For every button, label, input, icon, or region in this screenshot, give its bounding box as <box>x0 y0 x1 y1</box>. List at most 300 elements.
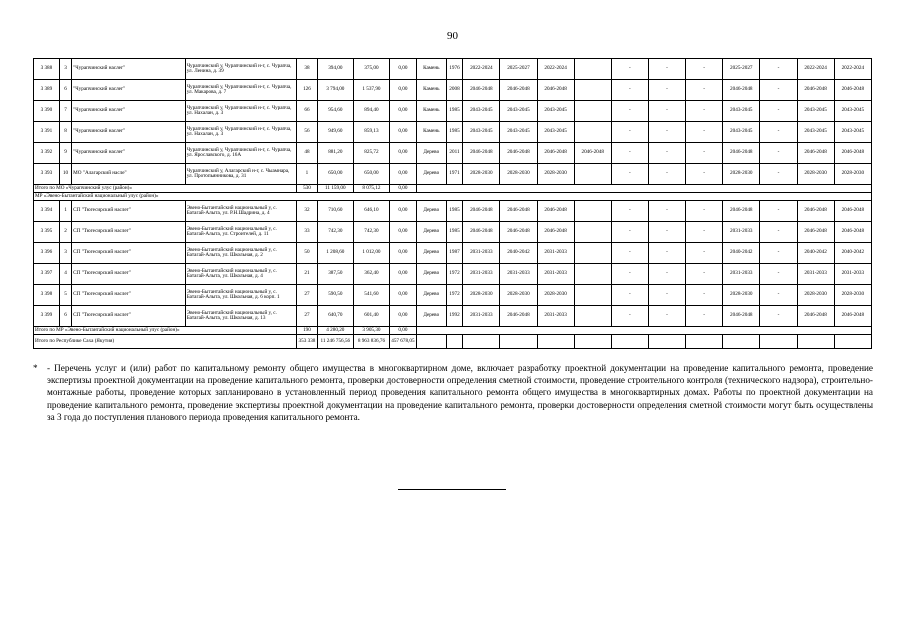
item-number-cell: 3 <box>59 59 71 80</box>
count-cell: 48 <box>297 143 318 164</box>
area-nonliving-cell: 0,00 <box>389 122 416 143</box>
period-c10-cell: 2022-2024 <box>797 59 834 80</box>
period-c2-cell: 2028-2030 <box>500 285 537 306</box>
period-c8-cell: 2043-2045 <box>723 101 760 122</box>
item-number-cell: 7 <box>59 101 71 122</box>
period-c1-cell: 2043-2045 <box>463 101 500 122</box>
area-living-cell: 646,10 <box>353 201 389 222</box>
period-c10-cell: 2043-2045 <box>797 122 834 143</box>
total-row <box>34 185 872 193</box>
area-total-cell: 949,60 <box>317 122 353 143</box>
year-built-cell: 1971 <box>446 164 463 185</box>
item-number-cell: 2 <box>59 222 71 243</box>
address-cell: Чурапчинский у, Чурапчинский н-г, с. Чурапча, ул. Ярославского, д. 16А <box>185 143 296 164</box>
period-c4-cell <box>574 306 611 327</box>
period-c9-cell: - <box>760 122 797 143</box>
period-c7-cell: - <box>686 243 723 264</box>
row-number-cell: 3 392 <box>34 143 60 164</box>
year-built-cell: 1985 <box>446 222 463 243</box>
empty-cell <box>686 335 723 349</box>
period-c4-cell <box>574 243 611 264</box>
period-c5-cell: - <box>611 222 648 243</box>
period-c2-cell: 2031-2033 <box>500 264 537 285</box>
period-c7-cell: - <box>686 285 723 306</box>
period-c3-cell: 2046-2048 <box>537 143 574 164</box>
period-c9-cell: - <box>760 243 797 264</box>
period-c1-cell: 2046-2048 <box>463 80 500 101</box>
table-row <box>34 243 872 264</box>
count-cell: 50 <box>297 243 318 264</box>
period-c8-cell: 2028-2030 <box>723 164 760 185</box>
area-nonliving-cell: 0,00 <box>389 143 416 164</box>
period-c11-cell: 2022-2024 <box>834 59 871 80</box>
period-c7-cell: - <box>686 264 723 285</box>
total-area-3: 457 678,05 <box>389 335 416 349</box>
total-label: Итого по Республике Саха (Якутия) <box>34 335 297 349</box>
area-nonliving-cell: 0,00 <box>389 101 416 122</box>
area-living-cell: 362,40 <box>353 264 389 285</box>
period-c11-cell: 2043-2045 <box>834 101 871 122</box>
period-c1-cell: 2043-2045 <box>463 122 500 143</box>
period-c8-cell: 2046-2048 <box>723 201 760 222</box>
period-c8-cell: 2040-2042 <box>723 243 760 264</box>
period-c2-cell: 2043-2045 <box>500 122 537 143</box>
area-total-cell: 954,60 <box>317 101 353 122</box>
page-number: 90 <box>447 30 458 42</box>
period-c6-cell: - <box>648 143 685 164</box>
area-living-cell: 1 537,90 <box>353 80 389 101</box>
period-c6-cell: - <box>648 285 685 306</box>
area-nonliving-cell: 0,00 <box>389 264 416 285</box>
empty-cell <box>537 335 574 349</box>
year-built-cell: 1972 <box>446 285 463 306</box>
municipality-cell: СП "Тюгесирский наслег" <box>72 285 186 306</box>
wall-material-cell: Камень <box>416 101 446 122</box>
municipality-cell: СП "Тюгесирский наслег" <box>72 222 186 243</box>
period-c9-cell: - <box>760 222 797 243</box>
area-nonliving-cell: 0,00 <box>389 306 416 327</box>
total-area-2: 8 963 836,76 <box>353 335 389 349</box>
period-c4-cell <box>574 80 611 101</box>
wall-material-cell: Дерево <box>416 164 446 185</box>
area-living-cell: 541,60 <box>353 285 389 306</box>
municipality-cell: "Чурапчинский наслег" <box>72 143 186 164</box>
period-c11-cell: 2046-2048 <box>834 143 871 164</box>
period-c1-cell: 2031-2033 <box>463 264 500 285</box>
period-c2-cell: 2046-2048 <box>500 201 537 222</box>
period-c8-cell: 2043-2045 <box>723 122 760 143</box>
row-number-cell: 3 389 <box>34 80 60 101</box>
period-c8-cell: 2031-2033 <box>723 264 760 285</box>
period-c10-cell: 2043-2045 <box>797 101 834 122</box>
period-c1-cell: 2031-2033 <box>463 243 500 264</box>
period-c11-cell: 2046-2048 <box>834 80 871 101</box>
area-living-cell: 825,72 <box>353 143 389 164</box>
period-c2-cell: 2040-2042 <box>500 243 537 264</box>
address-cell: Чурапчинский у, Чурапчинский н-г, с. Чурапча, ул. Нахалан, д. 3 <box>185 101 296 122</box>
address-cell: Эвено-Бытантайский национальный у, с. Батагай-Алыта, ул. Школьная, д. 6 корп. 1 <box>185 285 296 306</box>
period-c7-cell: - <box>686 306 723 327</box>
period-c8-cell: 2031-2033 <box>723 222 760 243</box>
item-number-cell: 9 <box>59 143 71 164</box>
year-built-cell: 2008 <box>446 80 463 101</box>
table-totals-final <box>34 327 872 349</box>
row-number-cell: 3 393 <box>34 164 60 185</box>
empty-cell <box>760 335 797 349</box>
area-nonliving-cell: 0,00 <box>389 243 416 264</box>
period-c11-cell: 2046-2048 <box>834 201 871 222</box>
area-total-cell: 394,00 <box>317 59 353 80</box>
period-c5-cell: - <box>611 80 648 101</box>
item-number-cell: 6 <box>59 306 71 327</box>
area-total-cell: 640,70 <box>317 306 353 327</box>
year-built-cell: 1992 <box>446 306 463 327</box>
period-c11-cell: 2040-2042 <box>834 243 871 264</box>
period-c10-cell: 2040-2042 <box>797 243 834 264</box>
period-c3-cell: 2031-2033 <box>537 306 574 327</box>
table-row <box>34 143 872 164</box>
period-c1-cell: 2028-2030 <box>463 164 500 185</box>
period-c11-cell: 2031-2033 <box>834 264 871 285</box>
area-nonliving-cell: 0,00 <box>389 164 416 185</box>
period-c9-cell: - <box>760 59 797 80</box>
table-row <box>34 80 872 101</box>
year-built-cell: 1985 <box>446 101 463 122</box>
period-c10-cell: 2046-2048 <box>797 80 834 101</box>
year-built-cell: 1987 <box>446 243 463 264</box>
total-row <box>34 327 872 335</box>
period-c5-cell: - <box>611 101 648 122</box>
period-c11-cell: 2043-2045 <box>834 122 871 143</box>
total-label: Итого по МО «Чурапчинский улус (район)» <box>34 185 297 193</box>
address-cell: Эвено-Бытантайский национальный у, с. Батагай-Алыта, ул. Школьная, д. 2 <box>185 243 296 264</box>
period-c10-cell: 2046-2048 <box>797 201 834 222</box>
period-c7-cell: - <box>686 143 723 164</box>
period-c5-cell: - <box>611 264 648 285</box>
period-c6-cell: - <box>648 201 685 222</box>
period-c5-cell: - <box>611 285 648 306</box>
count-cell: 32 <box>297 201 318 222</box>
period-c4-cell <box>574 264 611 285</box>
period-c5-cell: - <box>611 243 648 264</box>
table-row <box>34 164 872 185</box>
period-c8-cell: 2046-2048 <box>723 306 760 327</box>
period-c6-cell: - <box>648 264 685 285</box>
table-row <box>34 306 872 327</box>
area-living-cell: 859,13 <box>353 122 389 143</box>
period-c1-cell: 2046-2048 <box>463 222 500 243</box>
total-count: 190 <box>297 327 318 335</box>
period-c3-cell: 2046-2048 <box>537 80 574 101</box>
separator-line <box>398 489 506 490</box>
area-nonliving-cell: 0,00 <box>389 201 416 222</box>
period-c4-cell <box>574 122 611 143</box>
empty-cell <box>416 185 871 193</box>
period-c9-cell: - <box>760 201 797 222</box>
period-c11-cell: 2028-2030 <box>834 285 871 306</box>
table-total-chrp <box>34 185 872 201</box>
item-number-cell: 3 <box>59 243 71 264</box>
period-c5-cell: - <box>611 122 648 143</box>
municipality-cell: "Чурапчинский наслег" <box>72 59 186 80</box>
area-total-cell: 1 208,60 <box>317 243 353 264</box>
period-c11-cell: 2046-2048 <box>834 222 871 243</box>
table-row <box>34 264 872 285</box>
period-c7-cell: - <box>686 201 723 222</box>
wall-material-cell: Камень <box>416 59 446 80</box>
period-c4-cell <box>574 59 611 80</box>
period-c4-cell <box>574 222 611 243</box>
footnote <box>33 362 873 423</box>
area-living-cell: 375,00 <box>353 59 389 80</box>
period-c6-cell: - <box>648 243 685 264</box>
count-cell: 27 <box>297 285 318 306</box>
period-c10-cell: 2028-2030 <box>797 285 834 306</box>
total-area-1: 11 246 756,56 <box>317 335 353 349</box>
period-c4-cell <box>574 201 611 222</box>
area-total-cell: 742,30 <box>317 222 353 243</box>
count-cell: 1 <box>297 164 318 185</box>
total-area-1: 11 159,00 <box>317 185 353 193</box>
period-c9-cell: - <box>760 306 797 327</box>
item-number-cell: 4 <box>59 264 71 285</box>
table-row <box>34 285 872 306</box>
wall-material-cell: Дерево <box>416 243 446 264</box>
item-number-cell: 8 <box>59 122 71 143</box>
period-c2-cell: 2043-2045 <box>500 101 537 122</box>
period-c1-cell: 2031-2033 <box>463 306 500 327</box>
total-count: 530 <box>297 185 318 193</box>
period-c1-cell: 2022-2024 <box>463 59 500 80</box>
period-c10-cell: 2028-2030 <box>797 164 834 185</box>
municipality-cell: "Чурапчинский наслег" <box>72 80 186 101</box>
period-c6-cell: - <box>648 101 685 122</box>
total-label: Итого по МР «Эвено-Бытантайский национальный улус (район)» <box>34 327 297 335</box>
year-built-cell: 1972 <box>446 264 463 285</box>
empty-cell <box>446 335 463 349</box>
municipality-cell: СП "Тюгесирский наслег" <box>72 201 186 222</box>
period-c10-cell: 2046-2048 <box>797 143 834 164</box>
total-area-3: 0,00 <box>389 327 416 335</box>
address-cell: Чурапчинский у, Чурапчинский н-г, с. Чурапча, ул. Нахалан, д. 3 <box>185 122 296 143</box>
period-c11-cell: 2028-2030 <box>834 164 871 185</box>
count-cell: 38 <box>297 59 318 80</box>
item-number-cell: 1 <box>59 201 71 222</box>
municipality-cell: СП "Тюгесирский наслег" <box>72 306 186 327</box>
municipality-cell: СП "Тюгесирский наслег" <box>72 243 186 264</box>
year-built-cell: 1985 <box>446 201 463 222</box>
period-c11-cell: 2046-2048 <box>834 306 871 327</box>
period-c5-cell: - <box>611 59 648 80</box>
period-c8-cell: 2046-2048 <box>723 143 760 164</box>
area-total-cell: 590,50 <box>317 285 353 306</box>
count-cell: 21 <box>297 264 318 285</box>
period-c8-cell: 2046-2048 <box>723 80 760 101</box>
period-c9-cell: - <box>760 164 797 185</box>
row-number-cell: 3 395 <box>34 222 60 243</box>
period-c5-cell: - <box>611 306 648 327</box>
period-c2-cell: 2046-2048 <box>500 80 537 101</box>
wall-material-cell: Дерево <box>416 222 446 243</box>
row-number-cell: 3 398 <box>34 285 60 306</box>
empty-cell <box>500 335 537 349</box>
area-nonliving-cell: 0,00 <box>389 285 416 306</box>
section-row <box>34 193 872 201</box>
period-c4-cell <box>574 164 611 185</box>
address-cell: Чурапчинский у, Чурапчинский н-г, с. Чурапча, ул. Макарова, д. 7 <box>185 80 296 101</box>
capital-repair-table <box>33 58 872 349</box>
area-total-cell: 3 794,00 <box>317 80 353 101</box>
period-c5-cell: - <box>611 143 648 164</box>
area-living-cell: 601,40 <box>353 306 389 327</box>
period-c7-cell: - <box>686 122 723 143</box>
wall-material-cell: Дерево <box>416 143 446 164</box>
wall-material-cell: Дерево <box>416 285 446 306</box>
address-cell: Чурапчинский у, Алагарский н-г, с. Чыамнара, ул. Протопьянникова, д. 31 <box>185 164 296 185</box>
wall-material-cell: Дерево <box>416 306 446 327</box>
table-row <box>34 201 872 222</box>
empty-cell <box>416 335 446 349</box>
period-c6-cell: - <box>648 122 685 143</box>
total-republic-row <box>34 335 872 349</box>
period-c1-cell: 2046-2048 <box>463 143 500 164</box>
area-nonliving-cell: 0,00 <box>389 222 416 243</box>
total-area-1: 4 280,20 <box>317 327 353 335</box>
period-c10-cell: 2046-2048 <box>797 306 834 327</box>
empty-cell <box>648 335 685 349</box>
row-number-cell: 3 396 <box>34 243 60 264</box>
total-area-3: 0,00 <box>389 185 416 193</box>
period-c7-cell: - <box>686 164 723 185</box>
municipality-cell: МО "Алагарский насле" <box>72 164 186 185</box>
period-c5-cell: - <box>611 201 648 222</box>
item-number-cell: 10 <box>59 164 71 185</box>
table-body-evb <box>34 201 872 327</box>
period-c2-cell: 2025-2027 <box>500 59 537 80</box>
period-c7-cell: - <box>686 222 723 243</box>
area-nonliving-cell: 0,00 <box>389 80 416 101</box>
table-row <box>34 59 872 80</box>
period-c7-cell: - <box>686 59 723 80</box>
address-cell: Эвено-Бытантайский национальный у, с. Батагай-Алыта, ул. Школьная, д. 13 <box>185 306 296 327</box>
period-c2-cell: 2028-2030 <box>500 164 537 185</box>
area-total-cell: 710,60 <box>317 201 353 222</box>
wall-material-cell: Дерево <box>416 264 446 285</box>
footnote-text: - Перечень услуг и (или) работ по капитальному ремонту общего имущества в многоквартирном доме, включает разработку проектной документации на проведение капитального ремонта, проведение экспертизы проектной документации на проведение капитального ремонта, проверки достоверности определения сметной стоимости, проведение строительного контроля (технического надзора), строительно-монтажные работы, проведение которых запланировано в установленный период проведения капитального ремонта общего имущества в многоквартирных домах. Работы по проектной документации на проведение капитального ремонта, проведение экспертизы проектной документации на проведение капитального ремонта, проверки достоверности определения сметной стоимости могут быть осуществлены за 3 года до поступления планового периода проведения капитального ремонта. <box>47 363 873 422</box>
address-cell: Эвено-Бытантайский национальный у, с. Батагай-Алыта, ул. Школьная, д. 4 <box>185 264 296 285</box>
period-c8-cell: 2028-2030 <box>723 285 760 306</box>
address-cell: Эвено-Бытантайский национальный у, с. Батагай-Алыта, ул. Р.Н.Шадрина, д. 4 <box>185 201 296 222</box>
count-cell: 33 <box>297 222 318 243</box>
wall-material-cell: Камень <box>416 80 446 101</box>
row-number-cell: 3 399 <box>34 306 60 327</box>
period-c6-cell: - <box>648 164 685 185</box>
row-number-cell: 3 388 <box>34 59 60 80</box>
period-c2-cell: 2046-2048 <box>500 222 537 243</box>
total-area-2: 8 075,12 <box>353 185 389 193</box>
area-living-cell: 1 012,00 <box>353 243 389 264</box>
total-area-2: 3 905,30 <box>353 327 389 335</box>
address-cell: Эвено-Бытантайский национальный у, с. Батагай-Алыта, ул. Строителей, д. 11 <box>185 222 296 243</box>
area-living-cell: 742,30 <box>353 222 389 243</box>
period-c3-cell: 2043-2045 <box>537 122 574 143</box>
year-built-cell: 1976 <box>446 59 463 80</box>
period-c1-cell: 2028-2030 <box>463 285 500 306</box>
period-c3-cell: 2046-2048 <box>537 222 574 243</box>
empty-cell <box>797 335 834 349</box>
period-c10-cell: 2031-2033 <box>797 264 834 285</box>
empty-cell <box>611 335 648 349</box>
row-number-cell: 3 390 <box>34 101 60 122</box>
table-body-chrp <box>34 59 872 185</box>
row-number-cell: 3 391 <box>34 122 60 143</box>
municipality-cell: "Чурапчинский наслег" <box>72 101 186 122</box>
empty-cell <box>834 335 871 349</box>
period-c8-cell: 2025-2027 <box>723 59 760 80</box>
municipality-cell: СП "Тюгесирский наслег" <box>72 264 186 285</box>
period-c9-cell: - <box>760 264 797 285</box>
period-c4-cell <box>574 101 611 122</box>
period-c4-cell <box>574 285 611 306</box>
count-cell: 27 <box>297 306 318 327</box>
empty-cell <box>463 335 500 349</box>
empty-cell <box>574 335 611 349</box>
count-cell: 126 <box>297 80 318 101</box>
period-c3-cell: 2028-2030 <box>537 164 574 185</box>
area-nonliving-cell: 0,00 <box>389 59 416 80</box>
period-c10-cell: 2046-2048 <box>797 222 834 243</box>
municipality-cell: "Чурапчинский наслег" <box>72 122 186 143</box>
period-c3-cell: 2028-2030 <box>537 285 574 306</box>
footnote-mark: * <box>33 363 38 373</box>
period-c5-cell: - <box>611 164 648 185</box>
area-living-cell: 894,40 <box>353 101 389 122</box>
section-label: МР «Эвено-Бытантайский национальный улус (район)» <box>34 193 872 201</box>
period-c6-cell: - <box>648 306 685 327</box>
year-built-cell: 2011 <box>446 143 463 164</box>
period-c6-cell: - <box>648 80 685 101</box>
table-row <box>34 101 872 122</box>
period-c9-cell: - <box>760 143 797 164</box>
wall-material-cell: Дерево <box>416 201 446 222</box>
table-row <box>34 122 872 143</box>
row-number-cell: 3 397 <box>34 264 60 285</box>
count-cell: 66 <box>297 101 318 122</box>
table-row <box>34 222 872 243</box>
period-c9-cell: - <box>760 101 797 122</box>
year-built-cell: 1985 <box>446 122 463 143</box>
area-living-cell: 650,00 <box>353 164 389 185</box>
period-c6-cell: - <box>648 59 685 80</box>
period-c3-cell: 2031-2033 <box>537 243 574 264</box>
area-total-cell: 387,50 <box>317 264 353 285</box>
period-c7-cell: - <box>686 80 723 101</box>
period-c6-cell: - <box>648 222 685 243</box>
period-c4-cell: 2046-2048 <box>574 143 611 164</box>
row-number-cell: 3 394 <box>34 201 60 222</box>
period-c2-cell: 2046-2048 <box>500 306 537 327</box>
empty-cell <box>416 327 871 335</box>
period-c3-cell: 2031-2033 <box>537 264 574 285</box>
wall-material-cell: Камень <box>416 122 446 143</box>
item-number-cell: 5 <box>59 285 71 306</box>
total-count: 353 338 <box>297 335 318 349</box>
period-c3-cell: 2022-2024 <box>537 59 574 80</box>
area-total-cell: 650,00 <box>317 164 353 185</box>
period-c3-cell: 2043-2045 <box>537 101 574 122</box>
item-number-cell: 6 <box>59 80 71 101</box>
period-c9-cell: - <box>760 80 797 101</box>
